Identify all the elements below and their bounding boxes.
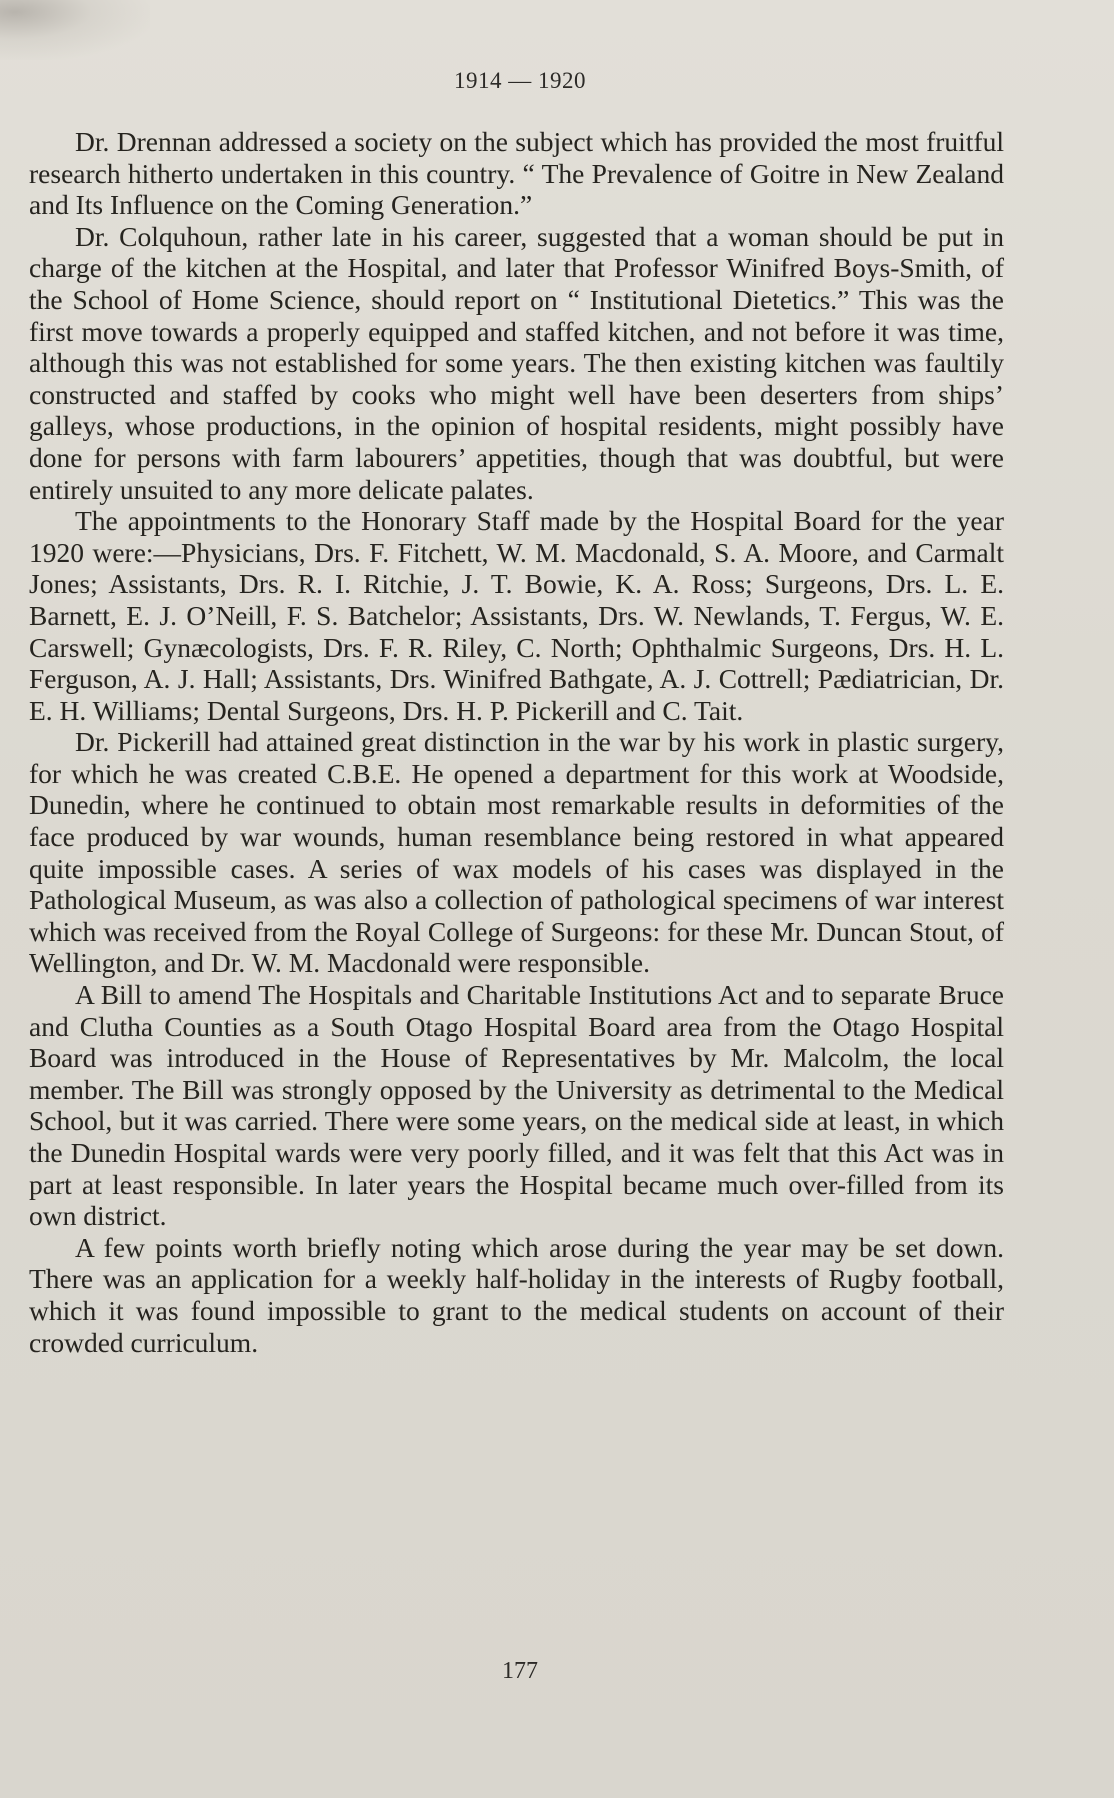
paragraph-half-holiday: A few points worth briefly noting which arose during the year may be set down. There was an application for a weekly half-holiday in the interests of Rugby football, which it was found impossible to grant to the medical students on account of their crowded curriculum. (29, 1231, 1004, 1358)
paragraph-honorary-staff: The appointments to the Honorary Staff made by the Hospital Board for the year 1920 were:—Physicians, Drs. F. Fitchett, W. M. Macdonald, S. A. Moore, and Carmalt Jones; Assistants, Drs. R. I. Ritchie, J. T. Bowie, K. A. Ross; Surgeons, Drs. L. E. Barnett, E. J. O’Neill, F. S. Batchelor; Assistants, Drs. W. Newlands, T. Fergus, W. E. Carswell; Gynæcologists, Drs. F. R. Riley, C. North; Ophthalmic Surgeons, Drs. H. L. Ferguson, A. J. Hall; Assistants, Drs. Winifred Bathgate, A. J. Cottrell; Pædiatrician, Dr. E. H. Williams; Dental Surgeons, Drs. H. P. Pickerill and C. Tait. (29, 505, 1004, 726)
paragraph-hospital-bill: A Bill to amend The Hospitals and Charitable Institutions Act and to separate Bruce and Clutha Counties as a South Otago Hospital Board area from the Otago Hospital Board was introduced in the House of Representatives by Mr. Malcolm, the local member. The Bill was strongly opposed by the University as detrimental to the Medical School, but it was carried. There were some years, on the medical side at least, in which the Dunedin Hospital wards were very poorly filled, and it was felt that this Act was in part at least responsible. In later years the Hospital became much over-filled from its own district. (29, 979, 1004, 1232)
body-text (29, 126, 1004, 1358)
paragraph-hospital-kitchen: Dr. Colquhoun, rather late in his career, suggested that a woman should be put in charge of the kitchen at the Hospital, and later that Professor Winifred Boys-Smith, of the School of Home Science, should report on “ Institutional Dietetics.” This was the first move towards a properly equipped and staffed kitchen, and not before it was time, although this was not established for some years. The then existing kitchen was faultily constructed and staffed by cooks who might well have been deserters from ships’ galleys, whose productions, in the opinion of hospital residents, might possibly have done for persons with farm labourers’ appetities, though that was doubtful, but were entirely unsuited to any more delicate palates. (29, 220, 1004, 505)
page-corner-wear (0, 0, 150, 60)
running-head: 1914 — 1920 (454, 68, 586, 93)
page-number: 177 (502, 1658, 538, 1684)
paragraph-plastic-surgery: Dr. Pickerill had attained great distinction in the war by his work in plastic surgery, for which he was created C.B.E. He opened a department for this work at Woodside, Dunedin, where he continued to obtain most remarkable results in deformities of the face produced by war wounds, human resemblance being restored in what appeared quite impossible cases. A series of wax models of his cases was displayed in the Pathological Museum, as was also a collection of pathological specimens of war interest which was received from the Royal College of Surgeons: for these Mr. Duncan Stout, of Wellington, and Dr. W. M. Macdonald were responsible. (29, 726, 1004, 979)
paragraph-goitre-research: Dr. Drennan addressed a society on the subject which has provided the most fruitful research hitherto undertaken in this country. “ The Prevalence of Goitre in New Zealand and Its Influence on the Coming Generation.” (29, 126, 1004, 221)
